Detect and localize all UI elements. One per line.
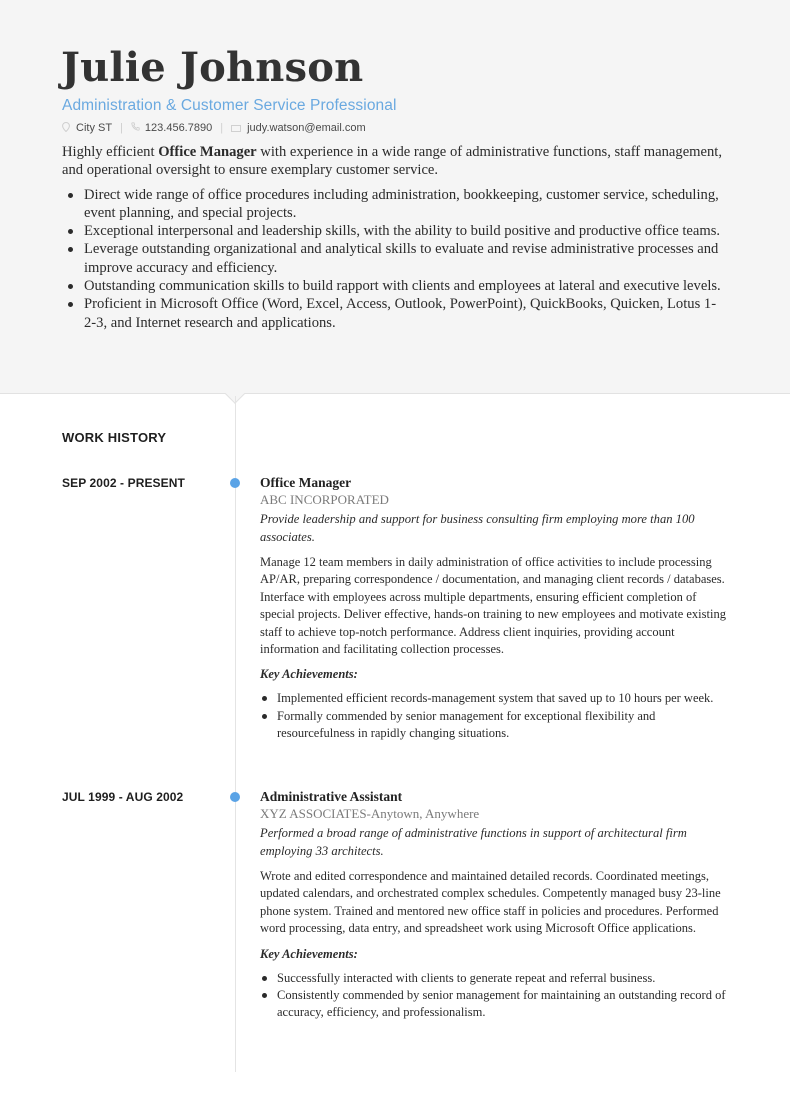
- summary-intro-prefix: Highly efficient: [62, 144, 159, 160]
- job-summary: Provide leadership and support for business consulting firm employing more than 100 associates.: [260, 512, 695, 544]
- envelope-icon: [231, 125, 241, 132]
- summary-intro-role: Office Manager: [158, 144, 257, 160]
- job-description: Manage 12 team members in daily administration of office activities to include processing AP/AR, preparing correspondence / documentation, and managing client records / databases. Interface with employees across multiple departments, ensuring efficient completion of special projects. Deliver effective, hands-on training to new employees and motivate existing staff to achieve top-notch performance. Address client inquiries, providing account information and facilitating collection processes.: [260, 555, 726, 657]
- summary-bullet: Direct wide range of office procedures including administration, bookkeeping, customer service, scheduling, event planning, and special projects.: [84, 186, 722, 223]
- timeline-dot: [230, 792, 240, 802]
- contact-info: [62, 121, 366, 135]
- summary-bullet: Proficient in Microsoft Office (Word, Excel, Access, Outlook, PowerPoint), QuickBooks, Quicken, Lotus 1-2-3, and Internet research and applications.: [84, 295, 722, 332]
- summary-bullet: Exceptional interpersonal and leadership skills, with the ability to build positive and productive office teams.: [84, 223, 721, 240]
- job-dates: JUL 1999 - AUG 2002: [62, 790, 184, 804]
- contact-location: City ST: [76, 122, 113, 134]
- summary-bullet: Leverage outstanding organizational and analytical skills to evaluate and revise administrative processes and improve accuracy and efficiency.: [84, 240, 722, 277]
- job-description: Wrote and edited correspondence and maintained detailed records. Coordinated meetings, updated calendars, and orchestrated complex schedules. Competently managed busy 23-line phone system. Trained and mentored new office staff in policies and procedures. Performed word processing, data entry, and spreadsheet work using Microsoft Office applications.: [260, 869, 721, 936]
- key-achievements-label: Key Achievements:: [260, 667, 358, 682]
- contact-separator: |: [120, 122, 123, 134]
- job-company: XYZ ASSOCIATES-Anytown, Anywhere: [260, 806, 480, 821]
- summary-intro: [62, 143, 722, 180]
- contact-phone: 123.456.7890: [144, 122, 213, 134]
- achievements-list: [260, 970, 730, 1022]
- achievement-item: Implemented efficient records-management system that saved up to 10 hours per week.: [277, 690, 730, 707]
- summary-bullet: Outstanding communication skills to build rapport with clients and employees at lateral and executive levels.: [84, 278, 721, 295]
- map-pin-icon: [62, 122, 70, 135]
- section-title-work-history: WORK HISTORY: [62, 430, 167, 445]
- key-achievements-label: Key Achievements:: [260, 946, 358, 961]
- achievements-list: [260, 690, 730, 742]
- job-title: Office Manager: [260, 475, 352, 490]
- professional-summary: [62, 143, 722, 332]
- summary-highlights: [62, 186, 722, 332]
- achievement-item: Formally commended by senior management for exceptional flexibility and resourcefulness in rapidly changing situations.: [277, 708, 730, 743]
- candidate-name: Julie Johnson: [61, 44, 364, 91]
- candidate-headline: Administration & Customer Service Professional: [62, 97, 397, 114]
- achievement-item: Successfully interacted with clients to generate repeat and referral business.: [277, 970, 730, 987]
- job-entry: [260, 788, 730, 1022]
- contact-separator: |: [220, 122, 224, 134]
- job-company: ABC INCORPORATED: [260, 492, 389, 507]
- summary-intro-suffix: with experience in a wide range of administrative functions, staff management, and operational oversight to ensure exemplary customer service.: [62, 144, 723, 179]
- job-summary: Performed a broad range of administrative functions in support of architectural firm employing 33 architects.: [260, 826, 687, 858]
- timeline-dot: [230, 478, 240, 488]
- job-dates: SEP 2002 - PRESENT: [62, 476, 185, 490]
- timeline-line: [235, 396, 236, 1072]
- job-entry: [260, 474, 730, 743]
- phone-icon: [131, 122, 139, 134]
- achievement-item: Consistently commended by senior management for maintaining an outstanding record of accuracy, efficiency, and professionalism.: [277, 987, 730, 1022]
- job-title: Administrative Assistant: [260, 789, 403, 804]
- contact-email[interactable]: judy.watson@email.com: [247, 122, 366, 134]
